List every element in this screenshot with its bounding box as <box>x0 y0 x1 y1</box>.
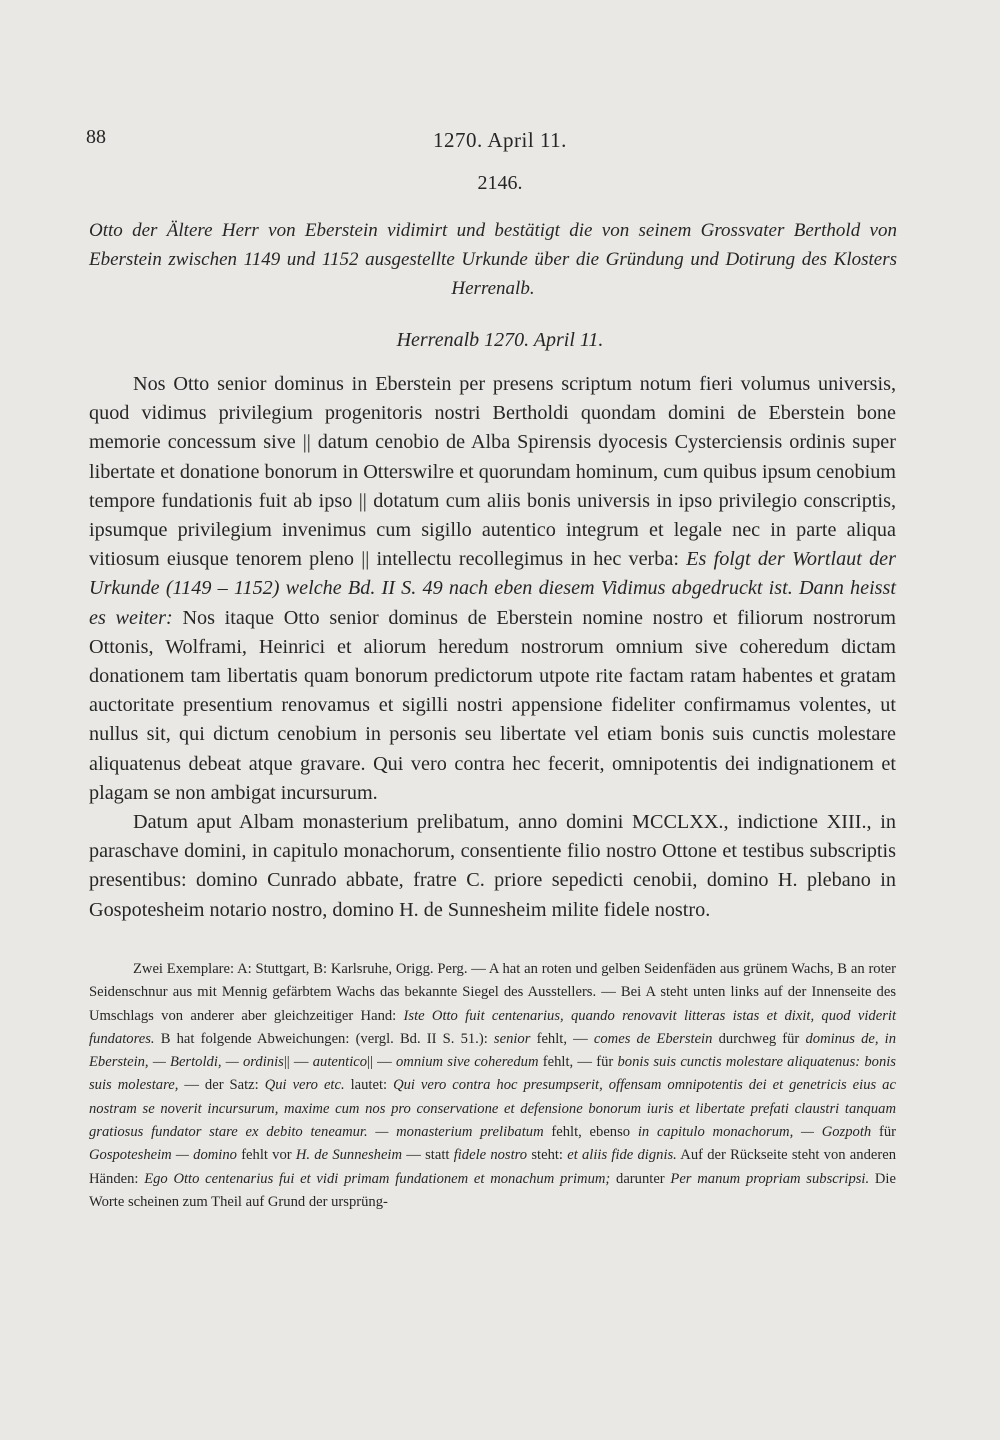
note-segment: — statt <box>406 1147 450 1164</box>
note-segment: fehlt, ebenso <box>551 1124 631 1141</box>
note-quote: comes de Eberstein <box>593 1030 713 1047</box>
charter-paragraph-2: Datum aput Albam monasterium prelibatum, anno domini MCCLXX., indictione XIII., in paraschave domini, in capitulo monachorum, consentiente filio nostro Ottone et testibus subscriptis presentibus: domino Cunrado abbate, fratre C. priore sepedicti cenobii, domino H. plebano in Gospotesheim notario nostro, domino H. de Sunnesheim milite fidele nostro. <box>89 811 896 921</box>
note-segment: fehlt, — für <box>542 1054 614 1071</box>
note-segment: B hat folgende Abweichungen: (vergl. Bd. II S. 51.): <box>160 1030 488 1047</box>
note-segment: darunter <box>616 1170 665 1187</box>
note-quote: bonis suis cunctis molestare aliquatenus: bonis suis molestare, <box>89 1054 896 1094</box>
note-quote: senior <box>493 1030 531 1047</box>
note-segment: durchweg für <box>718 1030 800 1047</box>
note-segment: — der Satz: <box>184 1077 259 1094</box>
note-quote: fidele nostro <box>453 1147 528 1164</box>
note-quote: autentico <box>312 1054 368 1071</box>
note-quote: H. de Sunnesheim <box>295 1147 403 1164</box>
place-date: Herrenalb 1270. April 11. <box>396 329 604 351</box>
note-segment: für <box>878 1124 896 1141</box>
note-quote: et aliis fide dignis. <box>567 1147 677 1164</box>
note-quote: Ego Otto centenarius fui et vidi primam fundationem et monachum primum; <box>144 1170 611 1187</box>
charter-paragraph-1 <box>89 370 896 808</box>
note-quote: Qui vero contra hoc presumpserit, offensam omnipotentis dei et genetricis eius ac nostram se noverit incursurum, maxime cum nos pro conservatione et defensione bonorum iuris et libertate prefati claustri tanquam gratiosus fundator stare ex debito teneamur. — monasterium prelibatum <box>89 1077 896 1141</box>
note-segment: fehlt, — <box>536 1030 588 1047</box>
note-quote: Gospotesheim — domino <box>89 1147 237 1164</box>
note-quote: Qui vero etc. <box>264 1077 345 1094</box>
page-number: 88 <box>86 126 106 148</box>
notes-paragraph <box>89 958 896 1214</box>
note-segment: Auf der Rückseite steht von anderen Händen: <box>89 1147 896 1187</box>
document-summary: Otto der Ältere Herr von Eberstein vidimirt und bestätigt die von seinem Grossvater Berthold von Eberstein zwischen 1149 und 1152 ausgestellte Urkunde über die Gründung und Dotirung des Klosters Herrenalb. <box>89 220 897 299</box>
note-quote: in capitulo monachorum, — Gozpoth <box>637 1124 872 1141</box>
note-segment: steht: <box>531 1147 563 1164</box>
running-head: 1270. April 11. <box>433 128 567 152</box>
editorial-notes <box>89 958 896 1214</box>
document-number: 2146. <box>477 172 523 194</box>
note-segment: Zwei Exemplare: A: Stuttgart, B: Karlsruhe, Origg. Perg. — A hat an roten und gelben Seidenfäden aus grünem Wachs, B an roter Seidenschnur aus mit Mennig gefärbtem Wachs das bekannte Siegel des Ausstellers. — Bei A steht unten links auf der Innenseite des Umschlags von anderer aber gleichzeitiger Hand: <box>89 961 896 1024</box>
charter-text-segment: Nos itaque Otto senior dominus de Eberstein nomine nostro et filiorum nostrorum Ottonis, Wolframi, Heinrici et aliorum heredum nostrorum omnium sive coheredum dictam donationem tam libertatis quam bonorum predictorum utpote rite factam ratam habentes et gratam auctoritate presentium renovamus et sigilli nostri appensione fideliter confirmamus volentes, ut nullus sit, qui dictum cenobium in personis seu libertate vel etiam bonis suis cunctis molestare aliquatenus debeat atque gravare. Qui vero contra hec fecerit, omnipotentis dei indignationem et plagam se non ambigat incursurum. <box>89 606 896 804</box>
note-segment: || — <box>367 1054 392 1071</box>
note-segment: fehlt vor <box>241 1147 292 1164</box>
note-quote: Per manum propriam subscripsi. <box>670 1170 870 1187</box>
note-segment: Die Worte scheinen zum Theil auf Grund der ursprüng- <box>89 1170 896 1210</box>
note-quote: Iste Otto fuit centenarius, quando renovavit litteras istas et dixit, quod viderit fundatores. <box>89 1007 896 1047</box>
note-segment: || — <box>283 1054 309 1071</box>
note-quote: dominus de, in Eberstein, — Bertoldi, — ordinis <box>89 1030 897 1071</box>
charter-text <box>89 370 896 925</box>
charter-text-segment: Nos Otto senior dominus in Eberstein per presens scriptum notum fieri volumus universis, quod vidimus privilegium progenitoris nostri Bertholdi quondam domini de Eberstein bone memorie concessum sive || datum cenobio de Alba Spirensis dyocesis Cysterciensis ordinis super libertate et donatione bonorum in Otterswilre et quorundam hominum, cum quibus ipsum cenobium tempore fundationis fuit ab ipso || dotatum cum aliis bonis universis in ipso privilegio conscriptis, ipsumque privilegium invenimus cum sigillo autentico integrum et legale nec in parte aliqua vitiosum eiusque tenorem pleno || intellectu recollegimus in hec verba: <box>89 373 896 571</box>
editorial-insertion: Es folgt der Wortlaut der Urkunde (1149 – 1152) welche Bd. II S. 49 nach eben diesem Vidimus abgedruckt ist. Dann heisst es weiter: <box>89 548 897 629</box>
note-quote: omnium sive coheredum <box>396 1054 539 1071</box>
note-segment: lautet: <box>350 1077 388 1094</box>
